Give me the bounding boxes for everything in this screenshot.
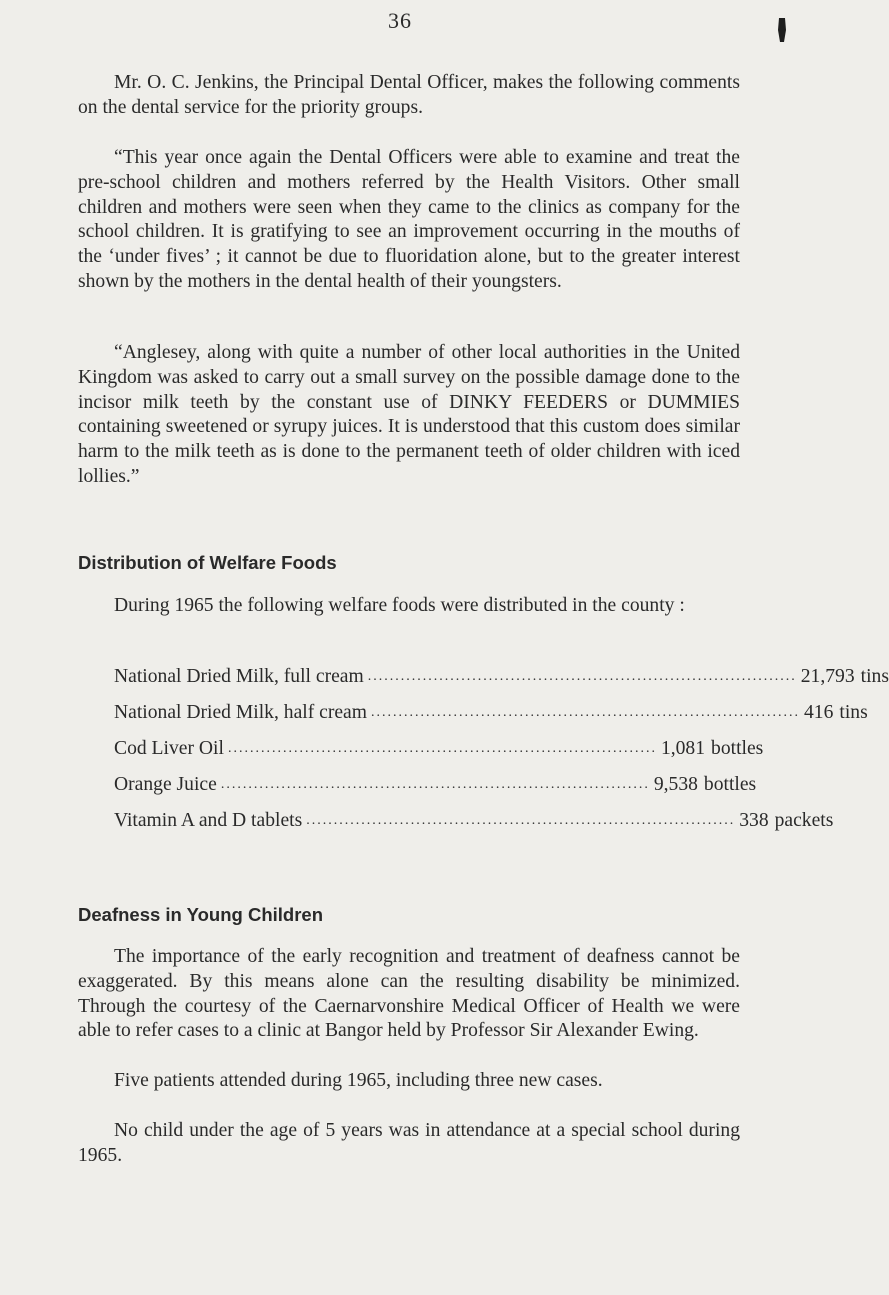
food-quantity: 416 xyxy=(804,702,834,723)
food-unit: tins xyxy=(860,666,889,687)
deafness-para-1: The importance of the early recognition and treatment of deafness cannot be exaggerated. By this means alone can the resulting disability be minimized. Through the courtesy of the Caernarvonshire Medical Officer of Health we were able to refer cases to a clinic at Bangor held by Professor Sir Alexander Ewing. xyxy=(78,946,740,1042)
food-quantity: 338 xyxy=(739,810,769,831)
list-item xyxy=(114,809,834,845)
food-unit: bottles xyxy=(703,774,757,795)
leader-dots: .............................................................................. xyxy=(367,669,797,684)
food-name: Vitamin A and D tablets xyxy=(114,810,303,831)
leader-dots: .............................................................................. xyxy=(227,741,657,756)
dental-quote-2: “Anglesey, along with quite a number of other local authorities in the United Kingdom was asked to carry out a small survey on the possible damage done to the incisor milk teeth by the constant use of DINKY FEEDERS or DUMMIES containing sweetened or syrupy juices. It is understood that this custom does similar harm to the milk teeth as is done to the permanent teeth of older children with iced lollies.” xyxy=(78,342,740,487)
welfare-heading: Distribution of Welfare Foods xyxy=(78,552,337,573)
welfare-intro: During 1965 the following welfare foods were distributed in the county : xyxy=(114,595,685,616)
list-item xyxy=(114,737,764,773)
leader-dots: .............................................................................. xyxy=(220,777,650,792)
page-number: 36 xyxy=(388,8,412,33)
food-unit: tins xyxy=(839,702,868,723)
food-quantity: 9,538 xyxy=(653,774,698,795)
leader-dots: .............................................................................. xyxy=(306,813,736,828)
list-item xyxy=(114,701,868,737)
food-quantity: 21,793 xyxy=(800,666,855,687)
deafness-para-2: Five patients attended during 1965, including three new cases. xyxy=(114,1070,603,1091)
dental-intro: Mr. O. C. Jenkins, the Principal Dental Officer, makes the following comments on the dental service for the priority groups. xyxy=(78,72,740,118)
leader-dots: .............................................................................. xyxy=(371,705,800,720)
food-name: National Dried Milk, full cream xyxy=(114,666,364,687)
welfare-foods-list xyxy=(114,665,889,845)
deafness-heading: Deafness in Young Children xyxy=(78,904,323,925)
list-item xyxy=(114,665,889,701)
food-quantity: 1,081 xyxy=(660,738,706,759)
list-item xyxy=(114,773,757,809)
food-unit: bottles xyxy=(711,738,764,759)
food-name: Cod Liver Oil xyxy=(114,738,224,759)
food-name: Orange Juice xyxy=(114,774,217,795)
deafness-para-3: No child under the age of 5 years was in attendance at a special school during 1965. xyxy=(78,1120,740,1166)
food-unit: packets xyxy=(774,810,834,831)
binding-mark-icon xyxy=(776,16,788,44)
dental-quote-1: “This year once again the Dental Officers were able to examine and treat the pre-school children and mothers referred by the Health Visitors. Other small children and mothers were seen when they came to the clinics as company for the school children. It is gratifying to see an improvement occurring in the mouths of the ‘under fives’ ; it cannot be due to fluoridation alone, but to the greater interest shown by the mothers in the dental health of their youngsters. xyxy=(78,147,740,292)
food-name: National Dried Milk, half cream xyxy=(114,702,367,723)
